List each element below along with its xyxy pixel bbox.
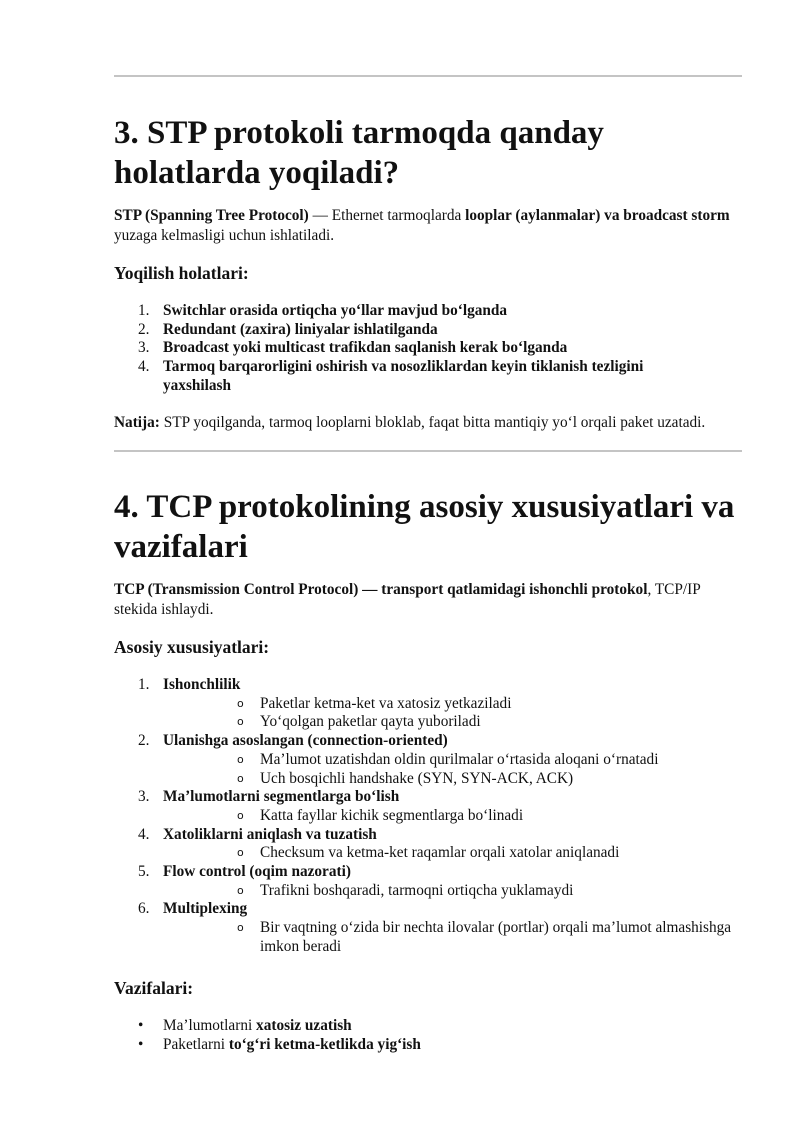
- sub-list-item: o Paketlar ketma-ket va xatosiz yetkaziladi: [237, 694, 512, 712]
- section-3-result: Natija: STP yoqilganda, tarmoq looplarni bloklab, faqat bitta mantiqiy yo‘l orqali paket uzatadi.: [114, 414, 706, 431]
- sub-list: [163, 751, 744, 788]
- list-item: 3. Ma’lumotlarni segmentlarga bo‘lish o Katta fayllar kichik segmentlarga bo‘linadi: [114, 788, 744, 825]
- stp-term: STP (Spanning Tree Protocol): [114, 207, 309, 224]
- list-item: 5. Flow control (oqim nazorati) o Trafikni boshqaradi, tarmoqni ortiqcha yuklamaydi: [114, 863, 744, 900]
- section-4-subheading: Asosiy xususiyatlari:: [114, 637, 270, 657]
- list-item: • Paketlarni to‘g‘ri ketma-ketlikda yig‘ish: [138, 1035, 421, 1053]
- sub-list: [163, 807, 744, 826]
- list-item: • Ma’lumotlarni xatosiz uzatish: [138, 1017, 352, 1034]
- sub-list-item: o Bir vaqtning o‘zida bir nechta ilovalar (portlar) orqali ma’lumot almashishga imkon beradi: [237, 919, 732, 955]
- section-3-subheading: Yoqilish holatlari:: [114, 263, 249, 283]
- sub-list-item: o Ma’lumot uzatishdan oldin qurilmalar o‘rtasida aloqani o‘rnatadi: [237, 750, 659, 768]
- tasks-list: [114, 1017, 744, 1054]
- list-item: 4. Tarmoq barqarorligini oshirish va nosozliklardan keyin tiklanish tezligini yaxshilash: [138, 358, 644, 394]
- tcp-term: TCP (Transmission Control Protocol) — transport qatlamidagi ishonchli protokol: [114, 581, 648, 598]
- result-label: Natija:: [114, 414, 160, 431]
- circle-bullet-icon: o: [237, 752, 244, 766]
- circle-bullet-icon: o: [237, 846, 244, 860]
- sub-list-item: o Trafikni boshqaradi, tarmoqni ortiqcha yuklamaydi: [237, 881, 574, 899]
- list-item: 2. Ulanishga asoslangan (connection-oriented) o Ma’lumot uzatishdan oldin qurilmalar o‘rtasida aloqani o‘rnatadi o Uch bosqichli handshake (SYN, SYN-ACK, ACK): [114, 732, 744, 788]
- tasks-heading: Vazifalari:: [114, 978, 194, 998]
- list-item: 1. Ishonchlilik o Paketlar ketma-ket va xatosiz yetkaziladi o Yo‘qolgan paketlar qayta yuboriladi: [114, 676, 744, 732]
- circle-bullet-icon: o: [237, 771, 244, 785]
- list-item: 3. Broadcast yoki multicast trafikdan saqlanish kerak bo‘lganda: [138, 339, 568, 357]
- list-item: 6. Multiplexing o Bir vaqtning o‘zida bir nechta ilovalar (portlar) orqali ma’lumot almashishga imkon beradi: [114, 900, 744, 956]
- circle-bullet-icon: o: [237, 921, 244, 935]
- sub-list: [163, 695, 744, 732]
- circle-bullet-icon: o: [237, 883, 244, 897]
- circle-bullet-icon: o: [237, 715, 244, 729]
- circle-bullet-icon: o: [237, 808, 244, 822]
- sub-list-item: o Uch bosqichli handshake (SYN, SYN-ACK, ACK): [237, 769, 574, 787]
- sub-list: [163, 882, 744, 901]
- list-item: 1. Switchlar orasida ortiqcha yo‘llar mavjud bo‘lganda: [138, 302, 508, 319]
- stp-conditions-list: [114, 302, 744, 396]
- section-4-title: 4. TCP protokolining asosiy xususiyatlari va vazifalari: [114, 489, 735, 565]
- sub-list-item: o Checksum va ketma-ket raqamlar orqali xatolar aniqlanadi: [237, 844, 620, 862]
- list-item: 2. Redundant (zaxira) liniyalar ishlatilganda: [138, 320, 438, 338]
- tcp-features-list: [114, 676, 744, 957]
- sub-list-item: o Yo‘qolgan paketlar qayta yuboriladi: [237, 713, 481, 731]
- sub-list: [163, 844, 744, 863]
- sub-list-item: o Katta fayllar kichik segmentlarga bo‘linadi: [237, 806, 524, 824]
- top-divider: [114, 75, 742, 77]
- sub-list: [163, 919, 744, 956]
- circle-bullet-icon: o: [237, 696, 244, 710]
- section-4-intro: TCP (Transmission Control Protocol) — transport qatlamidagi ishonchli protokol, TCP/IP stekida ishlaydi.: [114, 581, 701, 618]
- middle-divider: [114, 450, 742, 452]
- section-3-title: 3. STP protokoli tarmoqda qanday holatlarda yoqiladi?: [114, 115, 604, 191]
- list-item: 4. Xatoliklarni aniqlash va tuzatish o Checksum va ketma-ket raqamlar orqali xatolar aniqlanadi: [114, 826, 744, 863]
- section-3-intro: STP (Spanning Tree Protocol) — Ethernet tarmoqlarda looplar (aylanmalar) va broadcast storm yuzaga kelmasligi uchun ishlatiladi.: [114, 207, 730, 244]
